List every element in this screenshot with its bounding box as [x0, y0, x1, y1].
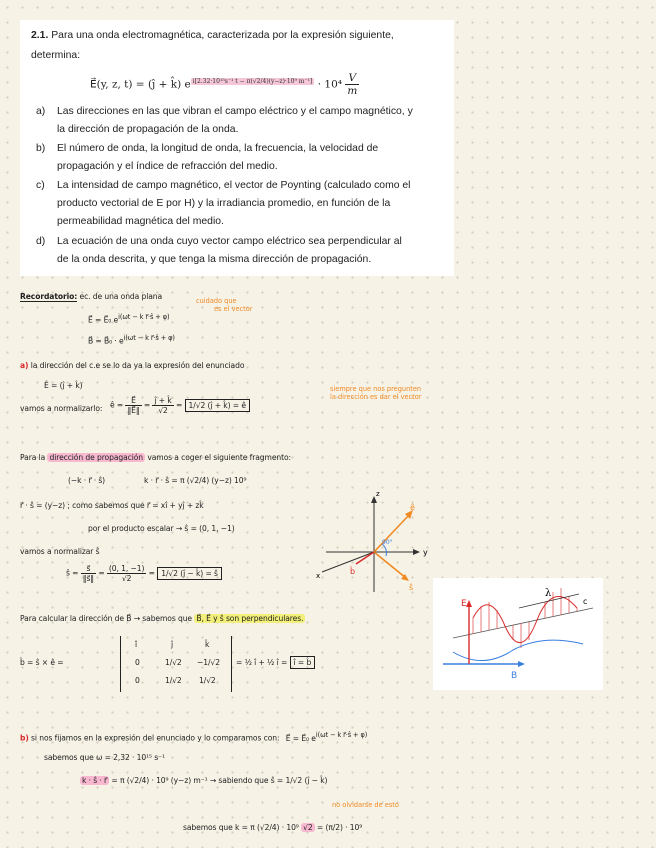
recordatorio-text: ec. de una onda plana	[79, 292, 163, 301]
b-direction-line: Para calcular la dirección de B⃗ → sabemos que B⃗, E⃗ y ŝ son perpendiculares.	[20, 614, 304, 623]
item-a-label: a)	[36, 106, 46, 117]
vector-e-line	[374, 514, 410, 552]
cross-product-determinant: î ĵ k̂ 0 1/√2 −1/√2 0 1/√2 1/√2	[120, 636, 232, 692]
b-direction-highlight: B⃗, E⃗ y ŝ son perpendiculares.	[196, 614, 304, 623]
item-d-line1: La ecuación de una onda cuyo vector campo eléctrico sea perpendicular al	[57, 236, 402, 247]
equation-exponent: i[2.32·10¹⁵s⁻¹ t − π(√2/4)(y−z)·10⁹ m⁻¹]	[192, 78, 313, 85]
recordatorio-eq1: E⃗ = E⃗₀ $e^{i(\omega t - k r⃗\cdot ŝ + \varphi)}$	[88, 313, 170, 325]
propagation-fragment: (−k · r⃗ · ŝ)	[68, 476, 106, 485]
item-c-line1: La intensidad de campo magnético, el vector de Poynting (calculado como el	[57, 180, 411, 191]
recordatorio-eq2: B⃗ = B⃗₀ · $e^{i(\omega t - k r⃗\cdot ŝ + \varphi)}$	[88, 334, 175, 346]
section-a-orange-note: siempre que nos pregunten la dirección es dar el vector	[330, 385, 422, 401]
section-b-final-highlight: √2	[303, 823, 313, 832]
section-a-label: a)	[20, 361, 29, 370]
vector-b-label: b̂	[350, 567, 356, 576]
section-a-normalize-label: vamos a normalizarlo:	[20, 404, 103, 413]
item-d-line2: de la onda descrita, y que tenga la misma dirección de propagación.	[57, 254, 372, 265]
equation-rhs: · 10⁴	[317, 78, 342, 91]
item-a-line1: Las direcciones en las que vibran el campo eléctrico y el campo magnético, y	[57, 106, 413, 117]
problem-number: 2.1.	[31, 30, 49, 41]
section-b-label: b)	[20, 733, 29, 743]
item-c-line3: permeabilidad magnética del medio.	[57, 216, 224, 227]
item-c-label: c)	[36, 180, 45, 191]
recordatorio-line	[20, 292, 162, 301]
section-a-line	[20, 361, 244, 370]
vector-s-line	[374, 552, 406, 578]
propagation-highlight: dirección de propagación	[49, 453, 143, 462]
wave-c-label: c	[583, 597, 588, 606]
wave-figure	[433, 578, 603, 690]
angle-label: 90°	[382, 539, 393, 546]
item-b-line2: propagación y el índice de refracción del medio.	[57, 161, 278, 172]
item-b-label: b)	[36, 143, 46, 154]
section-a-result: 1/√2 (ĵ + k̂) = ê	[185, 399, 250, 412]
axis-x-label: x	[316, 572, 321, 580]
cross-product-result-box: î = b̂	[290, 656, 316, 669]
vector-s-label: ŝ	[409, 583, 414, 592]
problem-intro-line2: determina:	[31, 50, 81, 61]
section-a-e-vector: Ê = (ĵ + k̂)	[44, 381, 83, 390]
wave-equation	[90, 72, 359, 97]
problem-intro-line1	[31, 30, 394, 41]
item-a-line2: la dirección de propagación de la onda.	[57, 124, 239, 135]
b-field-curve	[453, 640, 583, 660]
propagation-result: 1/√2 (ĵ − k̂) = ŝ	[157, 567, 222, 580]
propagation-dot-product: por el producto escalar → ŝ = (0, 1, −1)	[88, 524, 235, 533]
axis-z-label: z	[376, 492, 380, 498]
axes-diagram	[312, 492, 436, 596]
propagation-normalize-label: vamos a normalizar ŝ	[20, 547, 100, 556]
propagation-line: Para la dirección de propagación vamos a coger el siguiente fragmento:	[20, 453, 291, 462]
wave-e-label: E	[461, 599, 467, 609]
propagation-r-line: r⃗ · ŝ = (y−z) ; como sabemos que r⃗ = xî + yĵ + zk̂	[20, 501, 204, 510]
section-b-k-highlight: k · ŝ · r⃗	[82, 776, 108, 785]
item-c-line2: producto vectorial de E por H) y la irradiancia promedio, en función de la	[57, 198, 391, 209]
equation-lhs: E⃗(y, z, t) = (ĵ + k̂) e	[90, 78, 191, 91]
section-a-normalize-eq: ê = $\frac{E⃗}{‖E⃗‖}$ = $\frac{ĵ + k̂}{√2}$ = 1/√2 (ĵ + k̂) = ê	[110, 396, 250, 415]
cross-product-lhs: b̂ = ŝ × ê =	[20, 658, 64, 667]
section-b-k-line: k · ŝ · r⃗ = π (√2/4) · 10⁹ (y−z) m⁻¹ → sabiendo que ŝ = 1/√2 (ĵ − k̂)	[82, 776, 328, 785]
axis-y-label: y	[423, 548, 428, 557]
section-b-omega: sabemos que ω = 2,32 · 10¹⁵ s⁻¹	[44, 753, 166, 762]
vector-e-label: ê	[410, 503, 415, 512]
wave-axis	[453, 608, 593, 638]
section-b-line: b) si nos fijamos en la expresión del enunciado y lo comparamos con: E⃗ = E⃗₀ $e^{i(\omega t - k r⃗\cdot ŝ + \varphi)}$	[20, 731, 368, 743]
section-a-text: la dirección del c.e se lo da ya la expresión del enunciado	[30, 361, 245, 370]
section-b-orange-note: no olvidarse de esto	[332, 801, 399, 809]
propagation-normalize-eq: ŝ = $\frac{s⃗}{‖s⃗‖}$ = $\frac{(0, 1, -1)}{√2}$ = 1/√2 (ĵ − k̂) = ŝ	[66, 564, 222, 583]
e-vector-arrow	[466, 600, 472, 607]
axis-y-arrow	[413, 549, 420, 555]
lambda-label: λ	[545, 588, 552, 599]
axis-x-line	[322, 552, 374, 572]
item-d-label: d)	[36, 236, 46, 247]
propagation-fragment-eq: k · r⃗ · ŝ = π (√2/4) (y−z) 10⁹	[144, 476, 247, 485]
problem-card	[20, 20, 454, 276]
section-b-final: sabemos que k = π (√2/4) · 10⁹ √2 = (π/2) · 10⁹	[183, 823, 363, 832]
item-b-line1: El número de onda, la longitud de onda, la frecuencia, la velocidad de	[57, 143, 379, 154]
equation-units: $\frac{V}{m}$	[347, 72, 358, 97]
wave-b-label: B	[511, 671, 518, 681]
cross-product-result: = ½ î + ½ î = î = b̂	[236, 658, 315, 667]
recordatorio-title: Recordatorio:	[20, 292, 78, 301]
b-vector-arrow	[518, 661, 525, 667]
recordatorio-note: cuidado que es el vector	[196, 297, 253, 313]
problem-intro: Para una onda electromagnética, caracterizada por la expresión siguiente,	[51, 30, 394, 41]
